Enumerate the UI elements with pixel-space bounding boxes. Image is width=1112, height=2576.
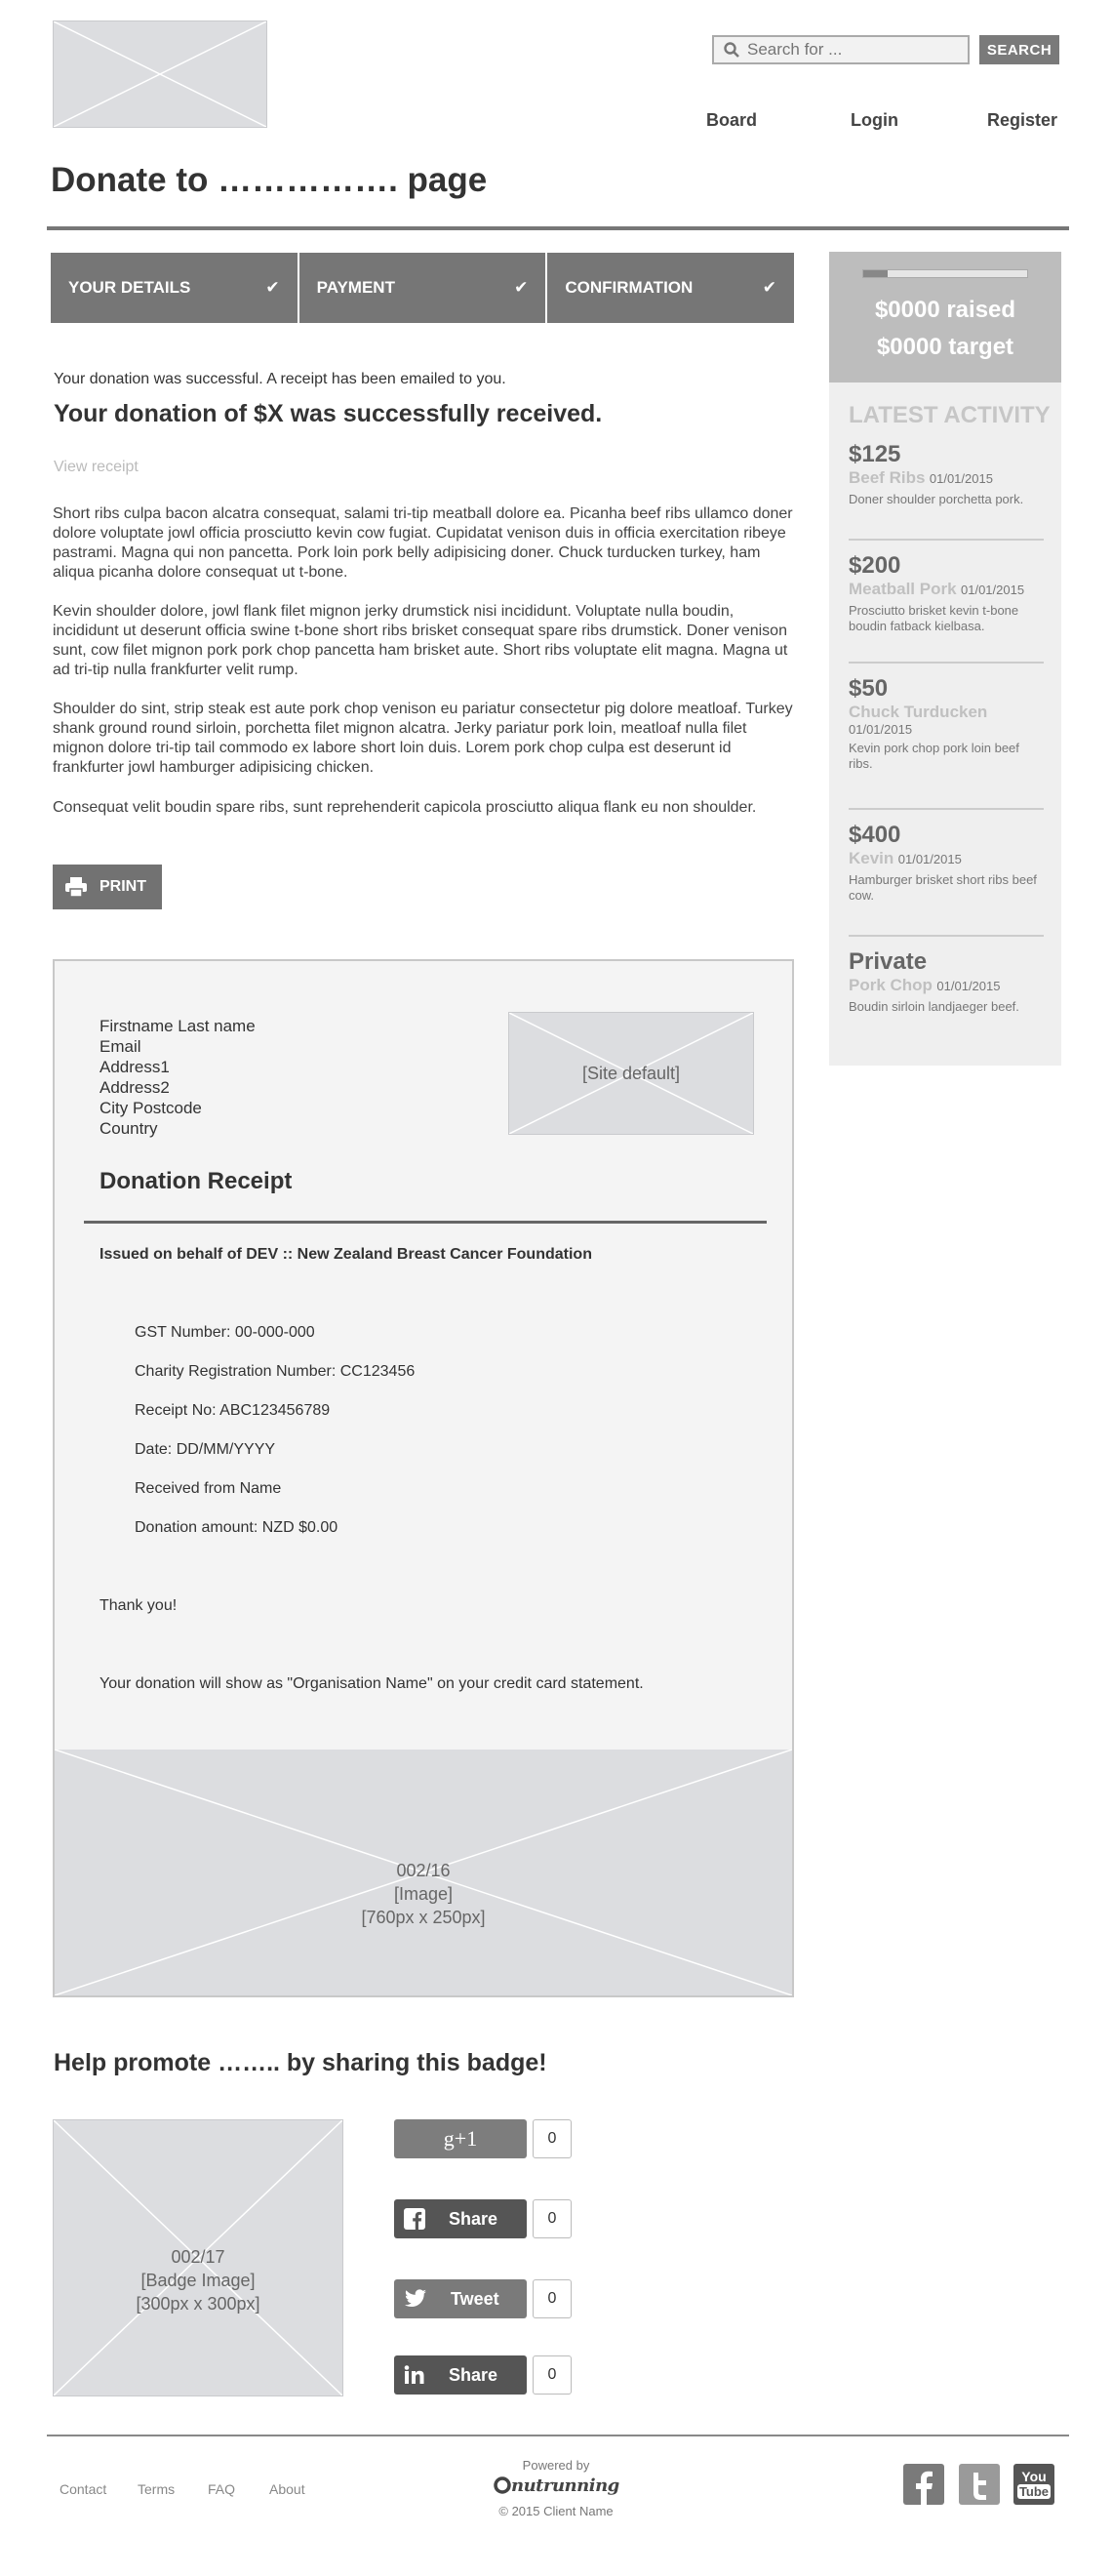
progress-bar <box>862 269 1028 278</box>
receipt-divider <box>84 1221 767 1224</box>
donor-email: Email <box>99 1037 141 1056</box>
activity-date: 01/01/2015 <box>961 583 1025 597</box>
activity-description: Kevin pork chop pork loin beef ribs. <box>849 741 1019 771</box>
latest-activity <box>829 382 1061 1066</box>
search-input[interactable] <box>739 40 934 60</box>
body-paragraph: Kevin shoulder dolore, jowl flank filet mignon jerky drumstick nisi incididunt. Voluptate nulla boudin, incididunt ut deserunt officia swine t-bone short ribs brisket consequat spare ribs drumstick. Doner venison sunt, cow filet mignon pork pork chop pancetta ham brisket aute. Short ribs voluptate elit magna. Magna ut ad tri-tip nulla frankfurter velit rump. <box>53 603 788 678</box>
activity-item <box>849 948 1044 1015</box>
amount-target: $0000 target <box>876 334 1014 360</box>
activity-heading: LATEST ACTIVITY <box>849 402 1051 428</box>
progress-steps <box>51 253 794 323</box>
activity-item <box>849 822 1044 904</box>
amount-raised: $0000 raised <box>874 297 1016 323</box>
issued-on-behalf: Issued on behalf of DEV :: New Zealand Breast Cancer Foundation <box>99 1246 592 1263</box>
activity-amount: $400 <box>849 822 901 848</box>
activity-divider <box>849 935 1044 937</box>
badge-label: [Badge Image] <box>140 2271 256 2290</box>
image-id: 002/16 <box>396 1861 451 1880</box>
activity-divider <box>849 808 1044 810</box>
footer-divider <box>47 2435 1069 2436</box>
badge-image-placeholder <box>53 2119 343 2396</box>
activity-date: 01/01/2015 <box>929 471 993 486</box>
badge-size: [300px x 300px] <box>136 2294 260 2314</box>
body-paragraph: Short ribs culpa bacon alcatra consequat, salami tri-tip meatball dolore ea. Picanha beef ribs ullamco doner dolore voluptate jowl officia prosciutto kevin cow fugiat. Cupidatat venison duis in officia exercitation ribeye pastrami. Magna qui non pancetta. Pork loin pork belly adipisicing doner. Chuck turducken turkey, ham aliqua picanha dolore consequat ut t-bone. <box>53 505 793 581</box>
nav-login[interactable]: Login <box>851 110 898 130</box>
donor-country: Country <box>99 1119 158 1138</box>
donation-receipt <box>53 959 794 1997</box>
footer-link-faq[interactable]: FAQ <box>208 2481 236 2497</box>
donor-address1: Address1 <box>99 1058 170 1076</box>
nav-board[interactable]: Board <box>706 110 758 130</box>
receipt-date: Date: DD/MM/YYYY <box>135 1441 276 1458</box>
nav-register[interactable]: Register <box>987 110 1058 130</box>
activity-date: 01/01/2015 <box>936 979 1001 993</box>
youtube-text-you: You <box>1021 2469 1047 2484</box>
activity-divider <box>849 539 1044 541</box>
share-heading: Help promote …….. by sharing this badge! <box>54 2049 547 2076</box>
copyright: © 2015 Client Name <box>498 2504 614 2518</box>
activity-description: Boudin sirloin landjaeger beef. <box>849 999 1019 1014</box>
page-title: Donate to ……………. page <box>51 161 488 199</box>
activity-description: Hamburger brisket short ribs beef cow. <box>849 872 1037 903</box>
activity-date: 01/01/2015 <box>849 722 913 737</box>
google-plus-count: 0 <box>533 2119 572 2158</box>
activity-date: 01/01/2015 <box>897 852 962 866</box>
check-icon: ✔ <box>762 278 777 297</box>
powered-by-label: Powered by <box>522 2458 590 2473</box>
search-field[interactable] <box>712 35 970 64</box>
brand-name: nutrunning <box>511 2475 619 2496</box>
linkedin-share-button[interactable] <box>394 2355 527 2395</box>
success-message: Your donation was successful. A receipt has been emailed to you. <box>54 371 506 387</box>
google-plus-button[interactable] <box>394 2119 527 2158</box>
youtube-icon[interactable] <box>1013 2464 1054 2505</box>
facebook-icon[interactable] <box>903 2464 944 2505</box>
activity-amount: $50 <box>849 675 889 702</box>
site-logo-placeholder <box>508 1012 754 1135</box>
body-paragraph: Consequat velit boudin spare ribs, sunt reprehenderit capicola prosciutto aliqua flank eu non shoulder. <box>53 799 757 816</box>
fundraising-summary <box>829 252 1061 382</box>
youtube-text-tube: Tube <box>1018 2484 1050 2499</box>
donor-name: Firstname Last name <box>99 1017 256 1035</box>
activity-donor: Chuck Turducken <box>849 703 988 721</box>
step-label: CONFIRMATION <box>565 278 694 297</box>
print-button[interactable] <box>53 865 162 909</box>
search-button[interactable]: SEARCH <box>979 35 1059 64</box>
activity-donor: Meatball Pork <box>849 580 957 598</box>
facebook-share-button[interactable] <box>394 2199 527 2238</box>
google-plus-label: g+1 <box>443 2126 478 2151</box>
activity-item <box>849 441 1044 507</box>
twitter-icon[interactable] <box>959 2464 1000 2505</box>
step-label: YOUR DETAILS <box>68 278 191 297</box>
activity-item <box>849 552 1044 634</box>
check-icon: ✔ <box>514 278 529 297</box>
facebook-share-label: Share <box>449 2208 498 2229</box>
donor-address <box>99 1016 256 1139</box>
image-label: [Image] <box>393 1884 454 1904</box>
thank-you-text: Thank you! <box>99 1597 178 1614</box>
brand-logo[interactable] <box>494 2473 620 2498</box>
donor-city-postcode: City Postcode <box>99 1099 202 1117</box>
facebook-share-count: 0 <box>533 2199 572 2238</box>
tweet-count: 0 <box>533 2279 572 2318</box>
body-paragraph: Shoulder do sint, strip steak est aute pork chop venison eu pariatur consectetur pig dolore meatloaf. Turkey shank ground round sirloin, porchetta filet mignon alcatra. Jerky pariatur pork loin, meatloaf nulla filet mignon dolore tri-tip tail commodo ex labore short loin duis. Lorem pork chop culpa est deserunt id frankfurter jowl hamburger adipisicing chicken. <box>53 701 793 776</box>
progress-fill <box>863 270 888 277</box>
badge-id: 002/17 <box>171 2247 225 2267</box>
linkedin-icon <box>404 2365 425 2385</box>
check-icon: ✔ <box>265 278 280 297</box>
charity-registration: Charity Registration Number: CC123456 <box>135 1363 416 1380</box>
receipt-title: Donation Receipt <box>99 1168 293 1194</box>
tweet-label: Tweet <box>451 2288 499 2309</box>
tweet-button[interactable] <box>394 2279 527 2318</box>
activity-amount: $125 <box>849 441 901 467</box>
receipt-image-placeholder <box>55 1750 792 1995</box>
step-label: PAYMENT <box>316 278 395 297</box>
activity-amount: Private <box>849 948 928 975</box>
activity-amount: $200 <box>849 552 901 579</box>
activity-description: Doner shoulder porchetta pork. <box>849 492 1024 506</box>
activity-donor: Pork Chop <box>849 976 933 994</box>
donation-amount: Donation amount: NZD $0.00 <box>135 1519 338 1536</box>
gst-number: GST Number: 00-000-000 <box>135 1324 315 1341</box>
activity-donor: Kevin <box>849 849 894 867</box>
title-divider <box>47 226 1069 230</box>
footer-link-contact[interactable]: Contact <box>60 2481 107 2497</box>
site-default-label: [Site default] <box>581 1064 681 1083</box>
step-payment[interactable] <box>299 253 548 323</box>
twitter-bird-icon <box>404 2289 427 2309</box>
donor-address2: Address2 <box>99 1078 170 1097</box>
search-icon <box>724 42 739 58</box>
receipt-number: Receipt No: ABC123456789 <box>135 1402 331 1419</box>
linkedin-share-label: Share <box>449 2364 498 2385</box>
print-label: PRINT <box>99 878 146 895</box>
statement-note: Your donation will show as "Organisation Name" on your credit card statement. <box>99 1675 644 1692</box>
received-from: Received from Name <box>135 1480 282 1497</box>
step-confirmation[interactable] <box>547 253 794 323</box>
step-your-details[interactable] <box>51 253 299 323</box>
logo-placeholder <box>53 20 267 128</box>
activity-description: Prosciutto brisket kevin t-bone boudin fatback kielbasa. <box>849 603 1019 633</box>
facebook-icon <box>404 2208 425 2230</box>
footer-link-terms[interactable]: Terms <box>138 2481 176 2497</box>
footer-link-about[interactable]: About <box>269 2481 305 2497</box>
success-heading: Your donation of $X was successfully received. <box>54 400 603 427</box>
printer-icon <box>64 876 88 898</box>
activity-item <box>849 675 1044 772</box>
activity-donor: Beef Ribs <box>849 468 926 487</box>
linkedin-share-count: 0 <box>533 2355 572 2395</box>
activity-divider <box>849 662 1044 664</box>
image-size: [760px x 250px] <box>361 1908 486 1927</box>
brand-logo-mark-icon <box>494 2476 511 2494</box>
view-receipt-link[interactable]: View receipt <box>54 459 139 475</box>
